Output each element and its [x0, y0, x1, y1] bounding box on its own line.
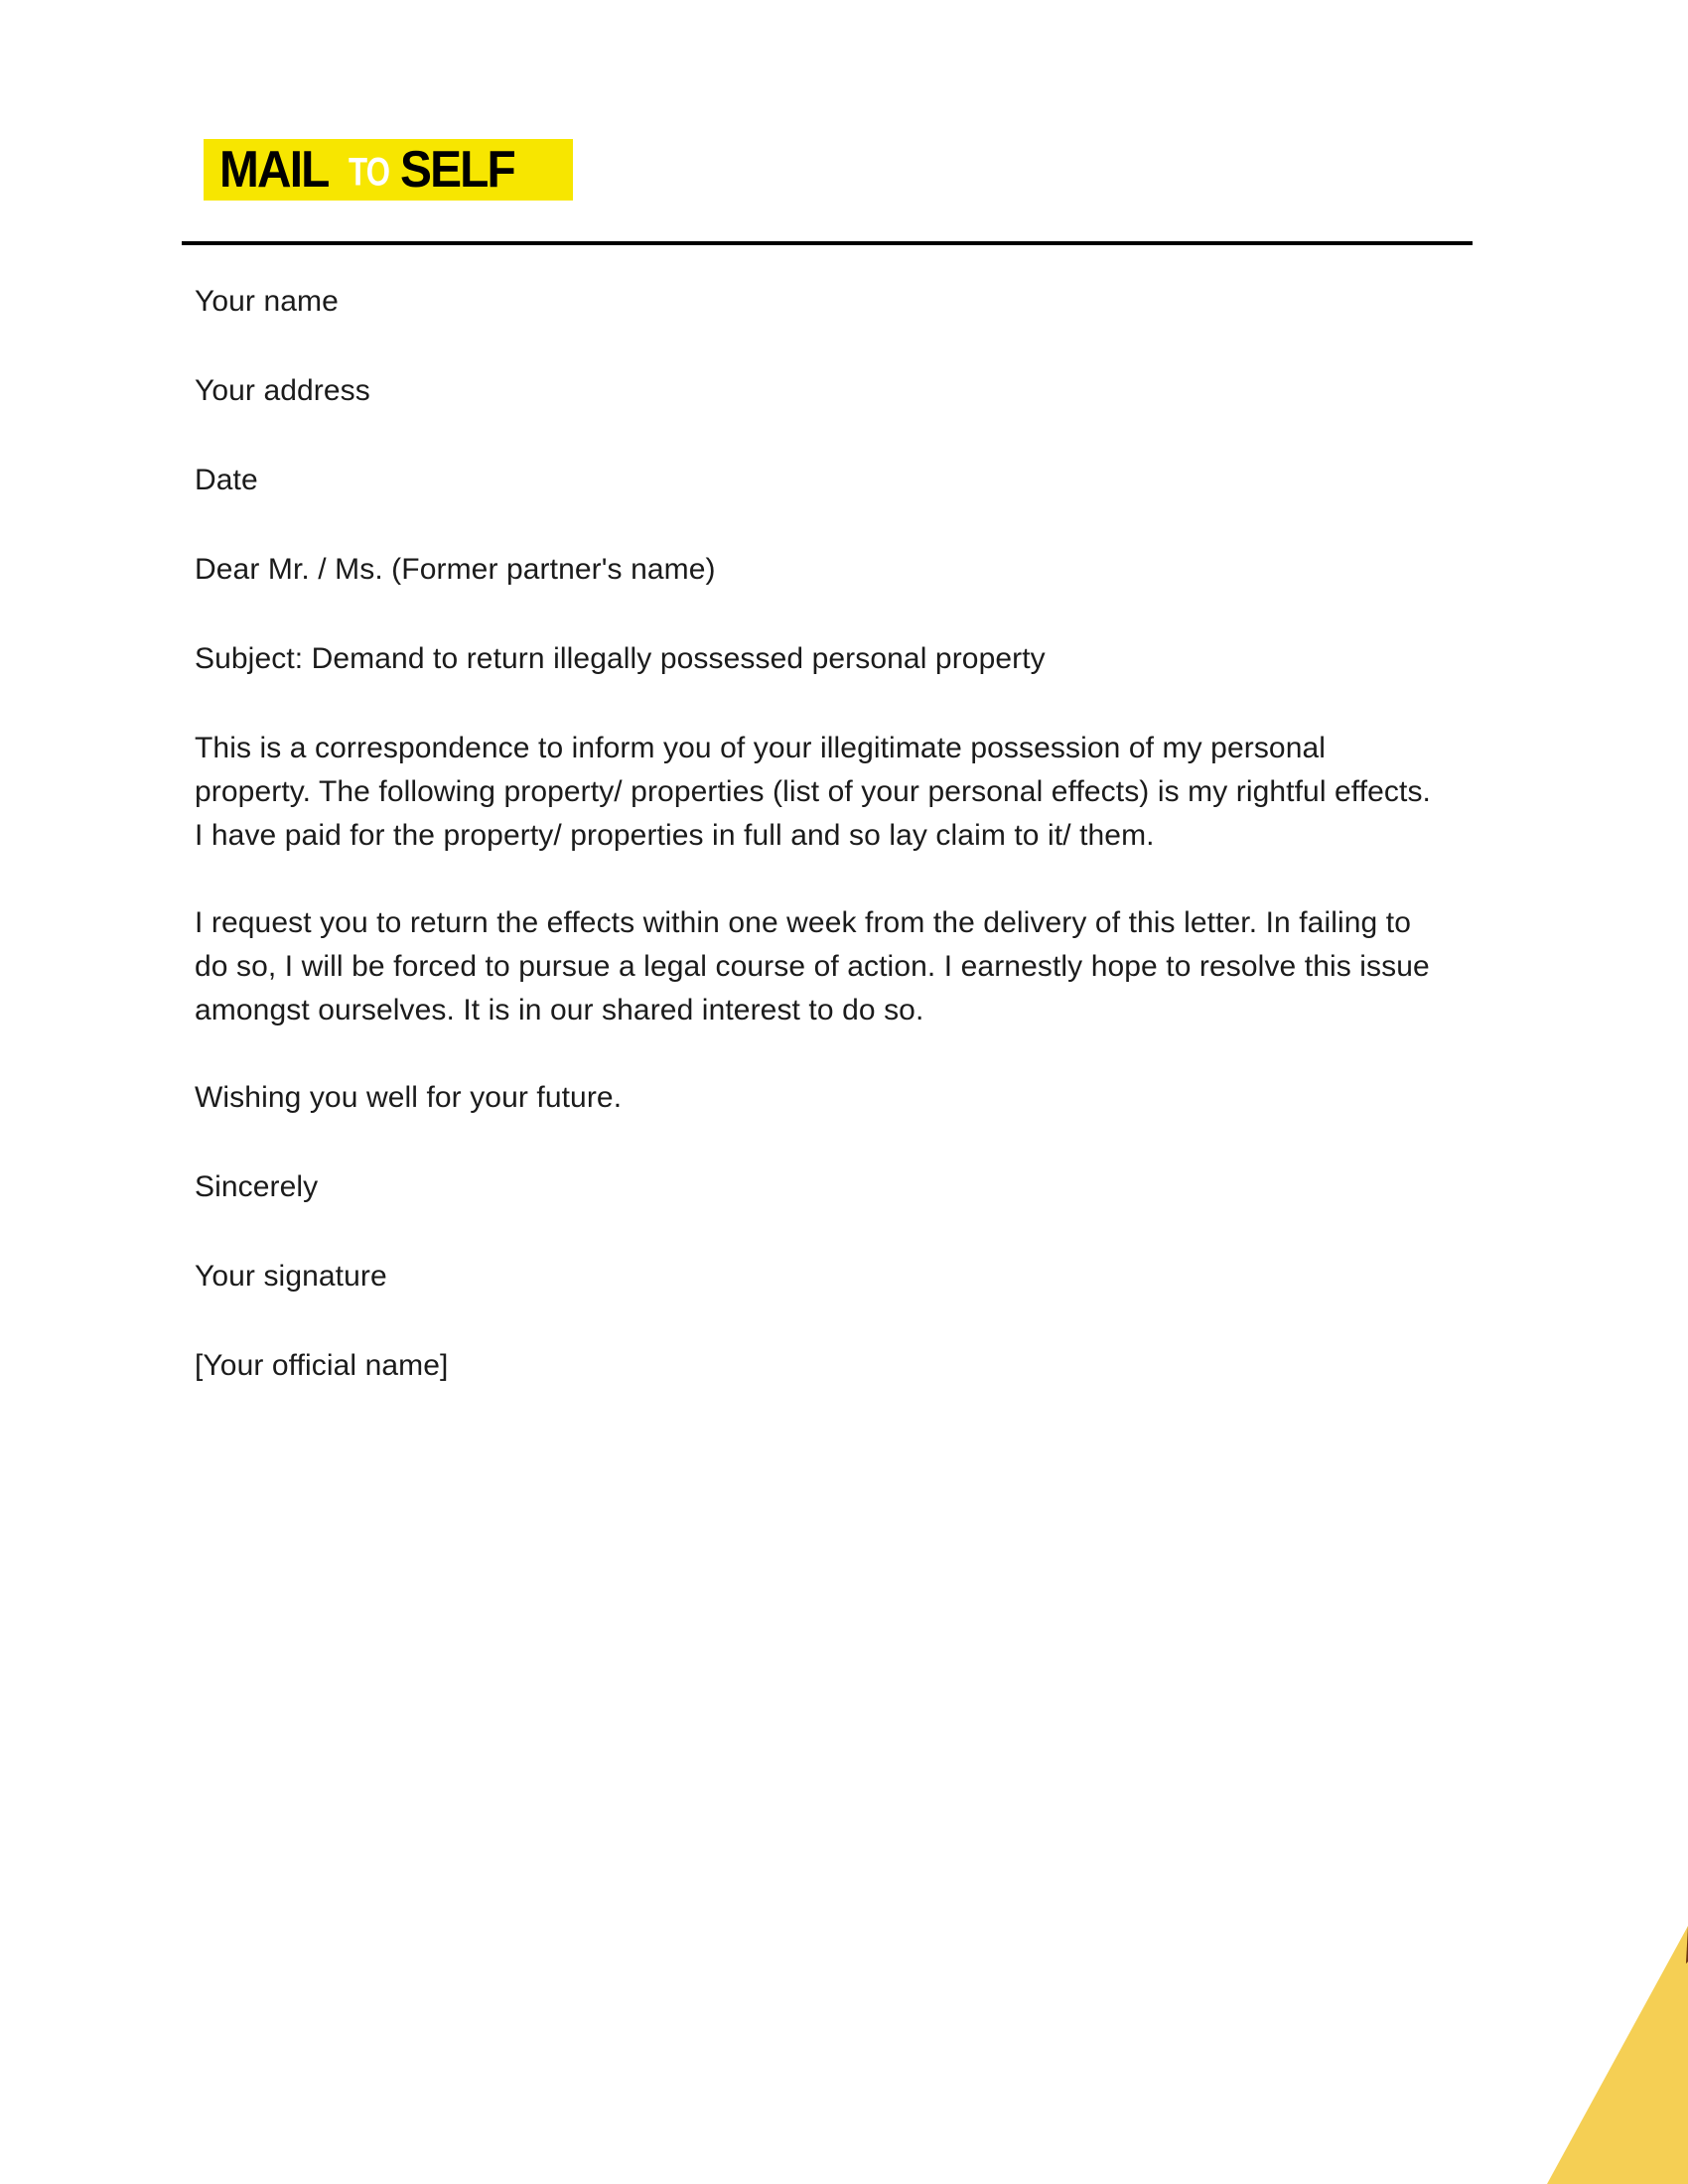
- body-paragraph-1: This is a correspondence to inform you of your illegitimate possession of my personal property. The following property/ properties (list of your personal effects) is my rightful effects. I have paid for the property/ properties in full and so lay claim to it/ them.: [195, 732, 1431, 852]
- letter-date: Date: [195, 464, 258, 496]
- sender-name: Your name: [195, 285, 339, 318]
- page-header: [0, 0, 1688, 248]
- mail-to-self-logo: [204, 139, 573, 201]
- closing-wish: Wishing you well for your future.: [195, 1081, 623, 1114]
- subject-line: Subject: Demand to return illegally possessed personal property: [195, 642, 1046, 675]
- sign-off: Sincerely: [195, 1170, 319, 1203]
- signature-placeholder: Your signature: [195, 1260, 387, 1293]
- salutation: Dear Mr. / Ms. (Former partner's name): [195, 553, 716, 586]
- official-name-placeholder: [Your official name]: [195, 1349, 449, 1382]
- bottom-right-yellow-wedge: [1499, 1926, 1688, 2184]
- sender-address: Your address: [195, 374, 370, 407]
- body-paragraph-2: I request you to return the effects within one week from the delivery of this letter. In failing to do so, I will be forced to pursue a legal course of action. I earnestly hope to resolve this issue amongst ourselves. It is in our shared interest to do so.: [195, 906, 1430, 1026]
- logo-text-mail: MAIL: [219, 141, 329, 199]
- logo-text-self: SELF: [400, 141, 514, 199]
- letter-body: [195, 280, 1444, 1388]
- header-divider: [182, 241, 1473, 245]
- logo-text-to: TO: [349, 150, 390, 195]
